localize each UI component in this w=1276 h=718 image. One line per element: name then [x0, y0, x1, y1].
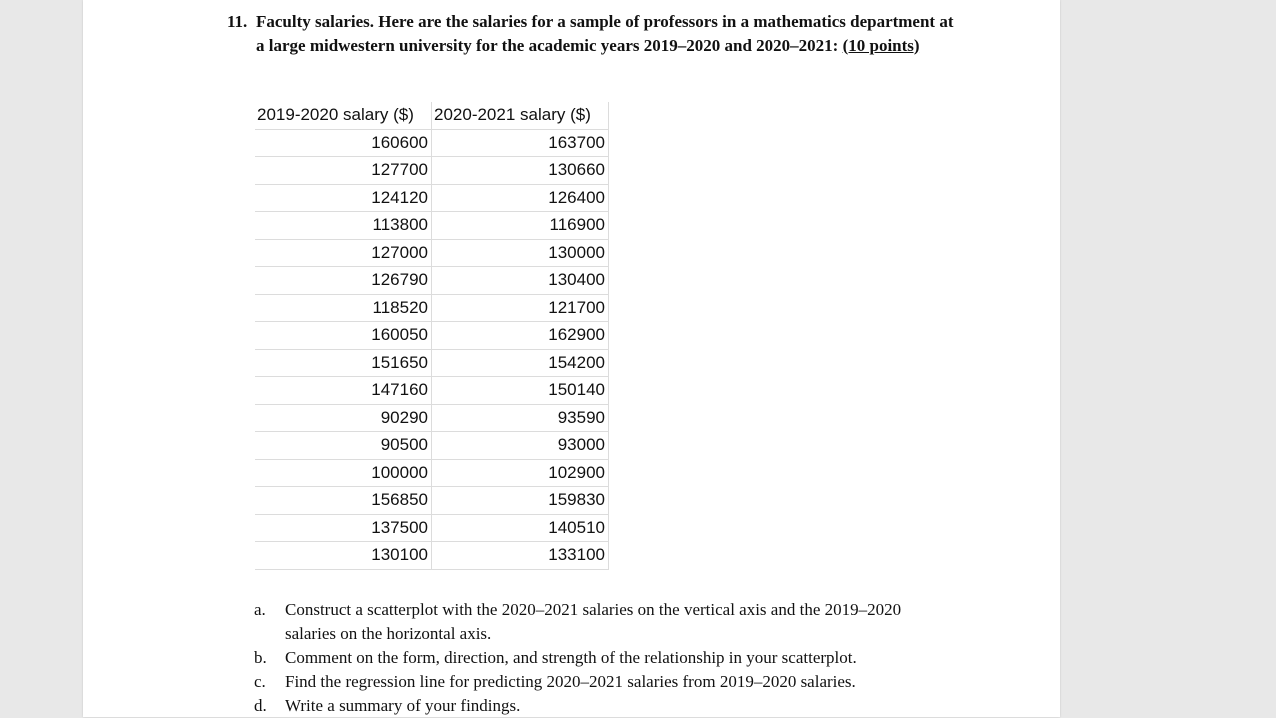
part-letter: b. — [254, 648, 267, 667]
salary-2020-2021-cell: 130000 — [432, 239, 609, 267]
salary-2019-2020-cell: 156850 — [255, 487, 432, 515]
salary-2020-2021-cell: 121700 — [432, 294, 609, 322]
salary-2019-2020-cell: 126790 — [255, 267, 432, 295]
salary-2020-2021-cell: 162900 — [432, 322, 609, 350]
table-row — [255, 487, 609, 515]
salary-2019-2020-cell: 118520 — [255, 294, 432, 322]
salary-2020-2021-cell: 116900 — [432, 212, 609, 240]
table-row — [255, 129, 609, 157]
salary-2019-2020-cell: 100000 — [255, 459, 432, 487]
salary-2020-2021-cell: 163700 — [432, 129, 609, 157]
table-row — [255, 432, 609, 460]
table-row — [255, 157, 609, 185]
salary-2020-2021-cell: 93590 — [432, 404, 609, 432]
table-row — [255, 542, 609, 570]
salary-2019-2020-cell: 113800 — [255, 212, 432, 240]
question-11 — [227, 10, 957, 57]
salary-2020-2021-cell: 93000 — [432, 432, 609, 460]
salary-2019-2020-cell: 127700 — [255, 157, 432, 185]
question-body: Faculty salaries. Here are the salaries for a sample of professors in a mathematics department at a large midwestern university for the academic years 2019–2020 and 2020–2021: — [256, 12, 954, 55]
question-number: 11. — [227, 12, 248, 31]
table-row — [255, 322, 609, 350]
salary-2020-2021-cell: 150140 — [432, 377, 609, 405]
table-row — [255, 294, 609, 322]
salary-2019-2020-cell: 160600 — [255, 129, 432, 157]
part-letter: d. — [254, 696, 267, 715]
salary-table — [255, 102, 609, 570]
table-row — [255, 184, 609, 212]
salary-2020-2021-cell: 133100 — [432, 542, 609, 570]
question-part — [254, 670, 954, 694]
part-text: Construct a scatterplot with the 2020–2021 salaries on the vertical axis and the 2019–2020 salaries on the horizontal axis. — [285, 600, 902, 643]
question-part — [254, 646, 954, 670]
salary-2019-2020-cell: 151650 — [255, 349, 432, 377]
salary-2019-2020-cell: 90290 — [255, 404, 432, 432]
salary-2019-2020-cell: 137500 — [255, 514, 432, 542]
salary-2020-2021-cell: 126400 — [432, 184, 609, 212]
table-row — [255, 377, 609, 405]
table-row — [255, 349, 609, 377]
salary-2019-2020-cell: 90500 — [255, 432, 432, 460]
question-text — [256, 10, 957, 57]
column-header-2019-2020: 2019-2020 salary ($) — [255, 102, 432, 129]
salary-2020-2021-cell: 102900 — [432, 459, 609, 487]
table-row — [255, 239, 609, 267]
salary-2019-2020-cell: 124120 — [255, 184, 432, 212]
salary-2020-2021-cell: 130660 — [432, 157, 609, 185]
part-letter: a. — [254, 600, 266, 619]
salary-2020-2021-cell: 154200 — [432, 349, 609, 377]
part-text: Write a summary of your findings. — [285, 696, 521, 715]
table-row — [255, 514, 609, 542]
part-text: Find the regression line for predicting 2020–2021 salaries from 2019–2020 salaries. — [285, 672, 856, 691]
table-row — [255, 267, 609, 295]
table-row — [255, 212, 609, 240]
table-header-row — [255, 102, 609, 129]
salary-2020-2021-cell: 130400 — [432, 267, 609, 295]
question-parts — [254, 598, 954, 718]
column-header-2020-2021: 2020-2021 salary ($) — [432, 102, 609, 129]
table-row — [255, 404, 609, 432]
salary-2020-2021-cell: 159830 — [432, 487, 609, 515]
question-part — [254, 598, 954, 646]
part-letter: c. — [254, 672, 266, 691]
question-part — [254, 694, 954, 718]
part-text: Comment on the form, direction, and strength of the relationship in your scatterplot. — [285, 648, 857, 667]
points-label: (10 points) — [842, 35, 920, 55]
table-row — [255, 459, 609, 487]
salary-2019-2020-cell: 147160 — [255, 377, 432, 405]
table-body — [255, 129, 609, 569]
salary-2019-2020-cell: 130100 — [255, 542, 432, 570]
salary-2019-2020-cell: 160050 — [255, 322, 432, 350]
salary-2020-2021-cell: 140510 — [432, 514, 609, 542]
salary-2019-2020-cell: 127000 — [255, 239, 432, 267]
